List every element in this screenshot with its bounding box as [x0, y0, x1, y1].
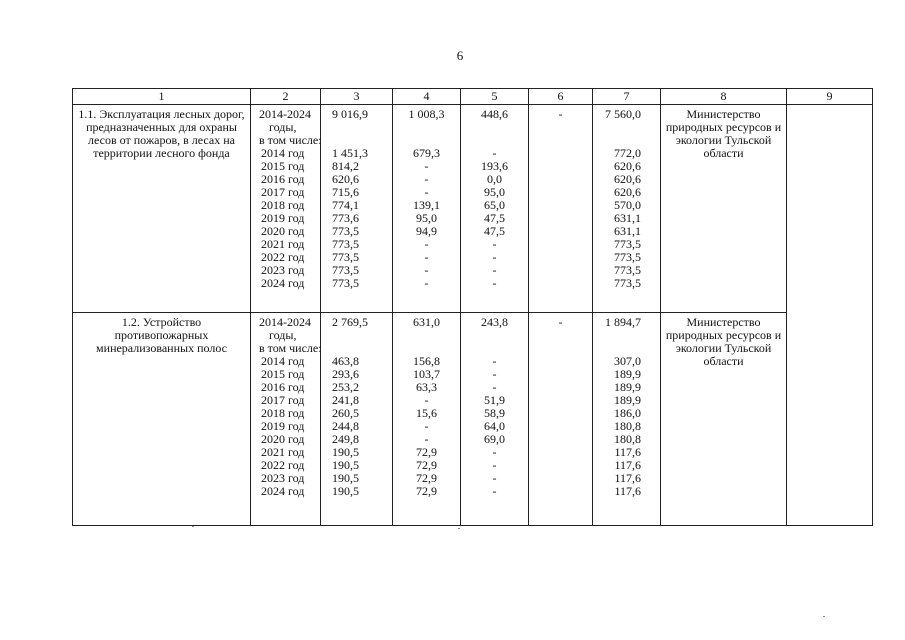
value: 72,9	[416, 484, 437, 498]
value: 631,1	[614, 211, 641, 225]
value: -	[424, 159, 429, 173]
year-label: 2016 год	[261, 380, 305, 394]
value: 65,0	[484, 198, 505, 212]
value: -	[492, 250, 497, 264]
header-cell: 5	[461, 89, 529, 105]
value: -	[492, 367, 497, 381]
value: 293,6	[332, 367, 359, 381]
col3-cell	[321, 313, 393, 526]
col9-cell	[787, 105, 873, 526]
period-range: 2014-2024	[259, 107, 311, 121]
year-label: 2014 год	[261, 146, 305, 160]
value	[596, 121, 657, 134]
col4-cell	[393, 105, 461, 313]
header-cell: 2	[251, 89, 321, 105]
value: 117,6	[614, 484, 641, 498]
value: 2 769,5	[332, 315, 368, 329]
value: -	[424, 172, 429, 186]
value: 773,5	[614, 237, 641, 251]
value: 1 894,7	[605, 315, 641, 329]
value: 1 008,3	[408, 107, 445, 121]
value: 773,5	[332, 237, 359, 251]
measure-name: 1.1. Эксплуатация лесных дорог, предназначенных для охраны лесов от пожаров, в лесах на территории лесного фонда	[73, 105, 251, 313]
page-number: 6	[456, 48, 464, 63]
value: 15,6	[416, 406, 437, 420]
header-cell: 7	[593, 89, 661, 105]
responsible-executor: Министерство природных ресурсов и экологии Тульской области	[661, 105, 787, 313]
value: 180,8	[614, 432, 641, 446]
value: -	[492, 354, 497, 368]
scan-speck	[192, 526, 194, 527]
value: 774,1	[332, 198, 359, 212]
year-label: 2018 год	[261, 198, 305, 212]
value: 243,8	[481, 315, 508, 329]
table-row	[73, 105, 873, 313]
header-cell: 4	[393, 89, 461, 105]
scan-speck	[823, 616, 825, 617]
value: 190,5	[332, 445, 359, 459]
value: 47,5	[484, 211, 505, 225]
value: 715,6	[332, 185, 359, 199]
year-label: 2023 год	[261, 263, 305, 277]
value: 620,6	[332, 172, 359, 186]
year-label: 2020 год	[261, 224, 305, 238]
value: -	[492, 237, 497, 251]
value: 772,0	[614, 146, 641, 160]
header-cell: 9	[787, 89, 873, 105]
value: 117,6	[614, 458, 641, 472]
value: 47,5	[484, 224, 505, 238]
value: 448,6	[481, 107, 508, 121]
value: 190,5	[332, 484, 359, 498]
header-row	[73, 89, 873, 105]
value: 189,9	[614, 393, 641, 407]
value: 1 451,3	[332, 146, 368, 160]
value: 189,9	[614, 367, 641, 381]
value: -	[492, 380, 497, 394]
value: 94,9	[416, 224, 437, 238]
value: 95,0	[416, 211, 437, 225]
col5-cell	[461, 105, 529, 313]
year-label: 2018 год	[261, 406, 305, 420]
value: -	[424, 432, 429, 446]
period-cell	[251, 105, 321, 313]
value: 72,9	[416, 471, 437, 485]
value: -	[424, 276, 429, 290]
value: 139,1	[413, 198, 440, 212]
data-table	[72, 88, 873, 526]
value: -	[558, 315, 563, 329]
value: -	[424, 263, 429, 277]
header-cell: 1	[73, 89, 251, 105]
value	[596, 329, 657, 342]
value: 63,3	[416, 380, 437, 394]
year-label: 2017 год	[261, 185, 305, 199]
value: 679,3	[413, 146, 440, 160]
value: 244,8	[332, 419, 359, 433]
year-label: 2019 год	[261, 211, 305, 225]
year-label: 2023 год	[261, 471, 305, 485]
value: 249,8	[332, 432, 359, 446]
value: 180,8	[614, 419, 641, 433]
value: 620,6	[614, 159, 641, 173]
value: 631,0	[413, 315, 440, 329]
period-including: в том числе:	[259, 341, 322, 355]
value: 117,6	[614, 471, 641, 485]
col6-cell	[529, 313, 593, 526]
col3-cell	[321, 105, 393, 313]
value: -	[424, 250, 429, 264]
year-label: 2015 год	[261, 159, 305, 173]
year-label: 2024 год	[261, 276, 305, 290]
value: 241,8	[332, 393, 359, 407]
value: 260,5	[332, 406, 359, 420]
scan-speck	[458, 528, 460, 529]
value: 773,5	[332, 276, 359, 290]
col6-cell	[529, 105, 593, 313]
value: 773,5	[614, 250, 641, 264]
value: -	[424, 393, 429, 407]
value: 58,9	[484, 406, 505, 420]
value: 773,5	[614, 263, 641, 277]
value: 95,0	[484, 185, 505, 199]
value: 631,1	[614, 224, 641, 238]
header-cell: 3	[321, 89, 393, 105]
measure-name: 1.2. Устройство противопожарных минерализованных полос	[73, 313, 251, 526]
value: 186,0	[614, 406, 641, 420]
value: 570,0	[614, 198, 641, 212]
value: 773,5	[332, 224, 359, 238]
value: 72,9	[416, 445, 437, 459]
year-label: 2017 год	[261, 393, 305, 407]
value: 117,6	[614, 445, 641, 459]
value: 814,2	[332, 159, 359, 173]
value: 463,8	[332, 354, 359, 368]
value: 7 560,0	[605, 107, 641, 121]
value: -	[424, 237, 429, 251]
value: 620,6	[614, 172, 641, 186]
value: 156,8	[413, 354, 440, 368]
value: -	[492, 484, 497, 498]
value: 189,9	[614, 380, 641, 394]
period-range: 2014-2024	[259, 315, 311, 329]
header-cell: 8	[661, 89, 787, 105]
value: -	[424, 419, 429, 433]
value: 773,5	[332, 263, 359, 277]
value: 253,2	[332, 380, 359, 394]
value: 72,9	[416, 458, 437, 472]
year-label: 2021 год	[261, 237, 305, 251]
value: -	[424, 185, 429, 199]
year-label: 2019 год	[261, 419, 305, 433]
value: -	[492, 458, 497, 472]
value: -	[492, 276, 497, 290]
value: 0,0	[487, 172, 502, 186]
year-label: 2024 год	[261, 484, 305, 498]
value: 64,0	[484, 419, 505, 433]
value: 193,6	[481, 159, 508, 173]
year-label: 2022 год	[261, 250, 305, 264]
year-label: 2020 год	[261, 432, 305, 446]
value: 307,0	[614, 354, 641, 368]
value: -	[492, 146, 497, 160]
year-label: 2021 год	[261, 445, 305, 459]
header-cell: 6	[529, 89, 593, 105]
value: 773,5	[614, 276, 641, 290]
period-including: в том числе:	[259, 133, 322, 147]
period-unit: годы,	[269, 120, 297, 134]
value: 773,6	[332, 211, 359, 225]
col7-cell	[593, 105, 661, 313]
value: 103,7	[413, 367, 440, 381]
year-label: 2022 год	[261, 458, 305, 472]
col5-cell	[461, 313, 529, 526]
value: -	[492, 445, 497, 459]
value: -	[558, 107, 563, 121]
period-cell	[251, 313, 321, 526]
value: 620,6	[614, 185, 641, 199]
year-label: 2015 год	[261, 367, 305, 381]
value: 9 016,9	[332, 107, 368, 121]
table-row	[73, 313, 873, 526]
value: 69,0	[484, 432, 505, 446]
value: -	[492, 263, 497, 277]
value: -	[492, 471, 497, 485]
year-label: 2016 год	[261, 172, 305, 186]
col7-cell	[593, 313, 661, 526]
value: 190,5	[332, 471, 359, 485]
col4-cell	[393, 313, 461, 526]
responsible-executor: Министерство природных ресурсов и экологии Тульской области	[661, 313, 787, 526]
value: 190,5	[332, 458, 359, 472]
value: 773,5	[332, 250, 359, 264]
value: 51,9	[484, 393, 505, 407]
year-label: 2014 год	[261, 354, 305, 368]
period-unit: годы,	[269, 328, 297, 342]
